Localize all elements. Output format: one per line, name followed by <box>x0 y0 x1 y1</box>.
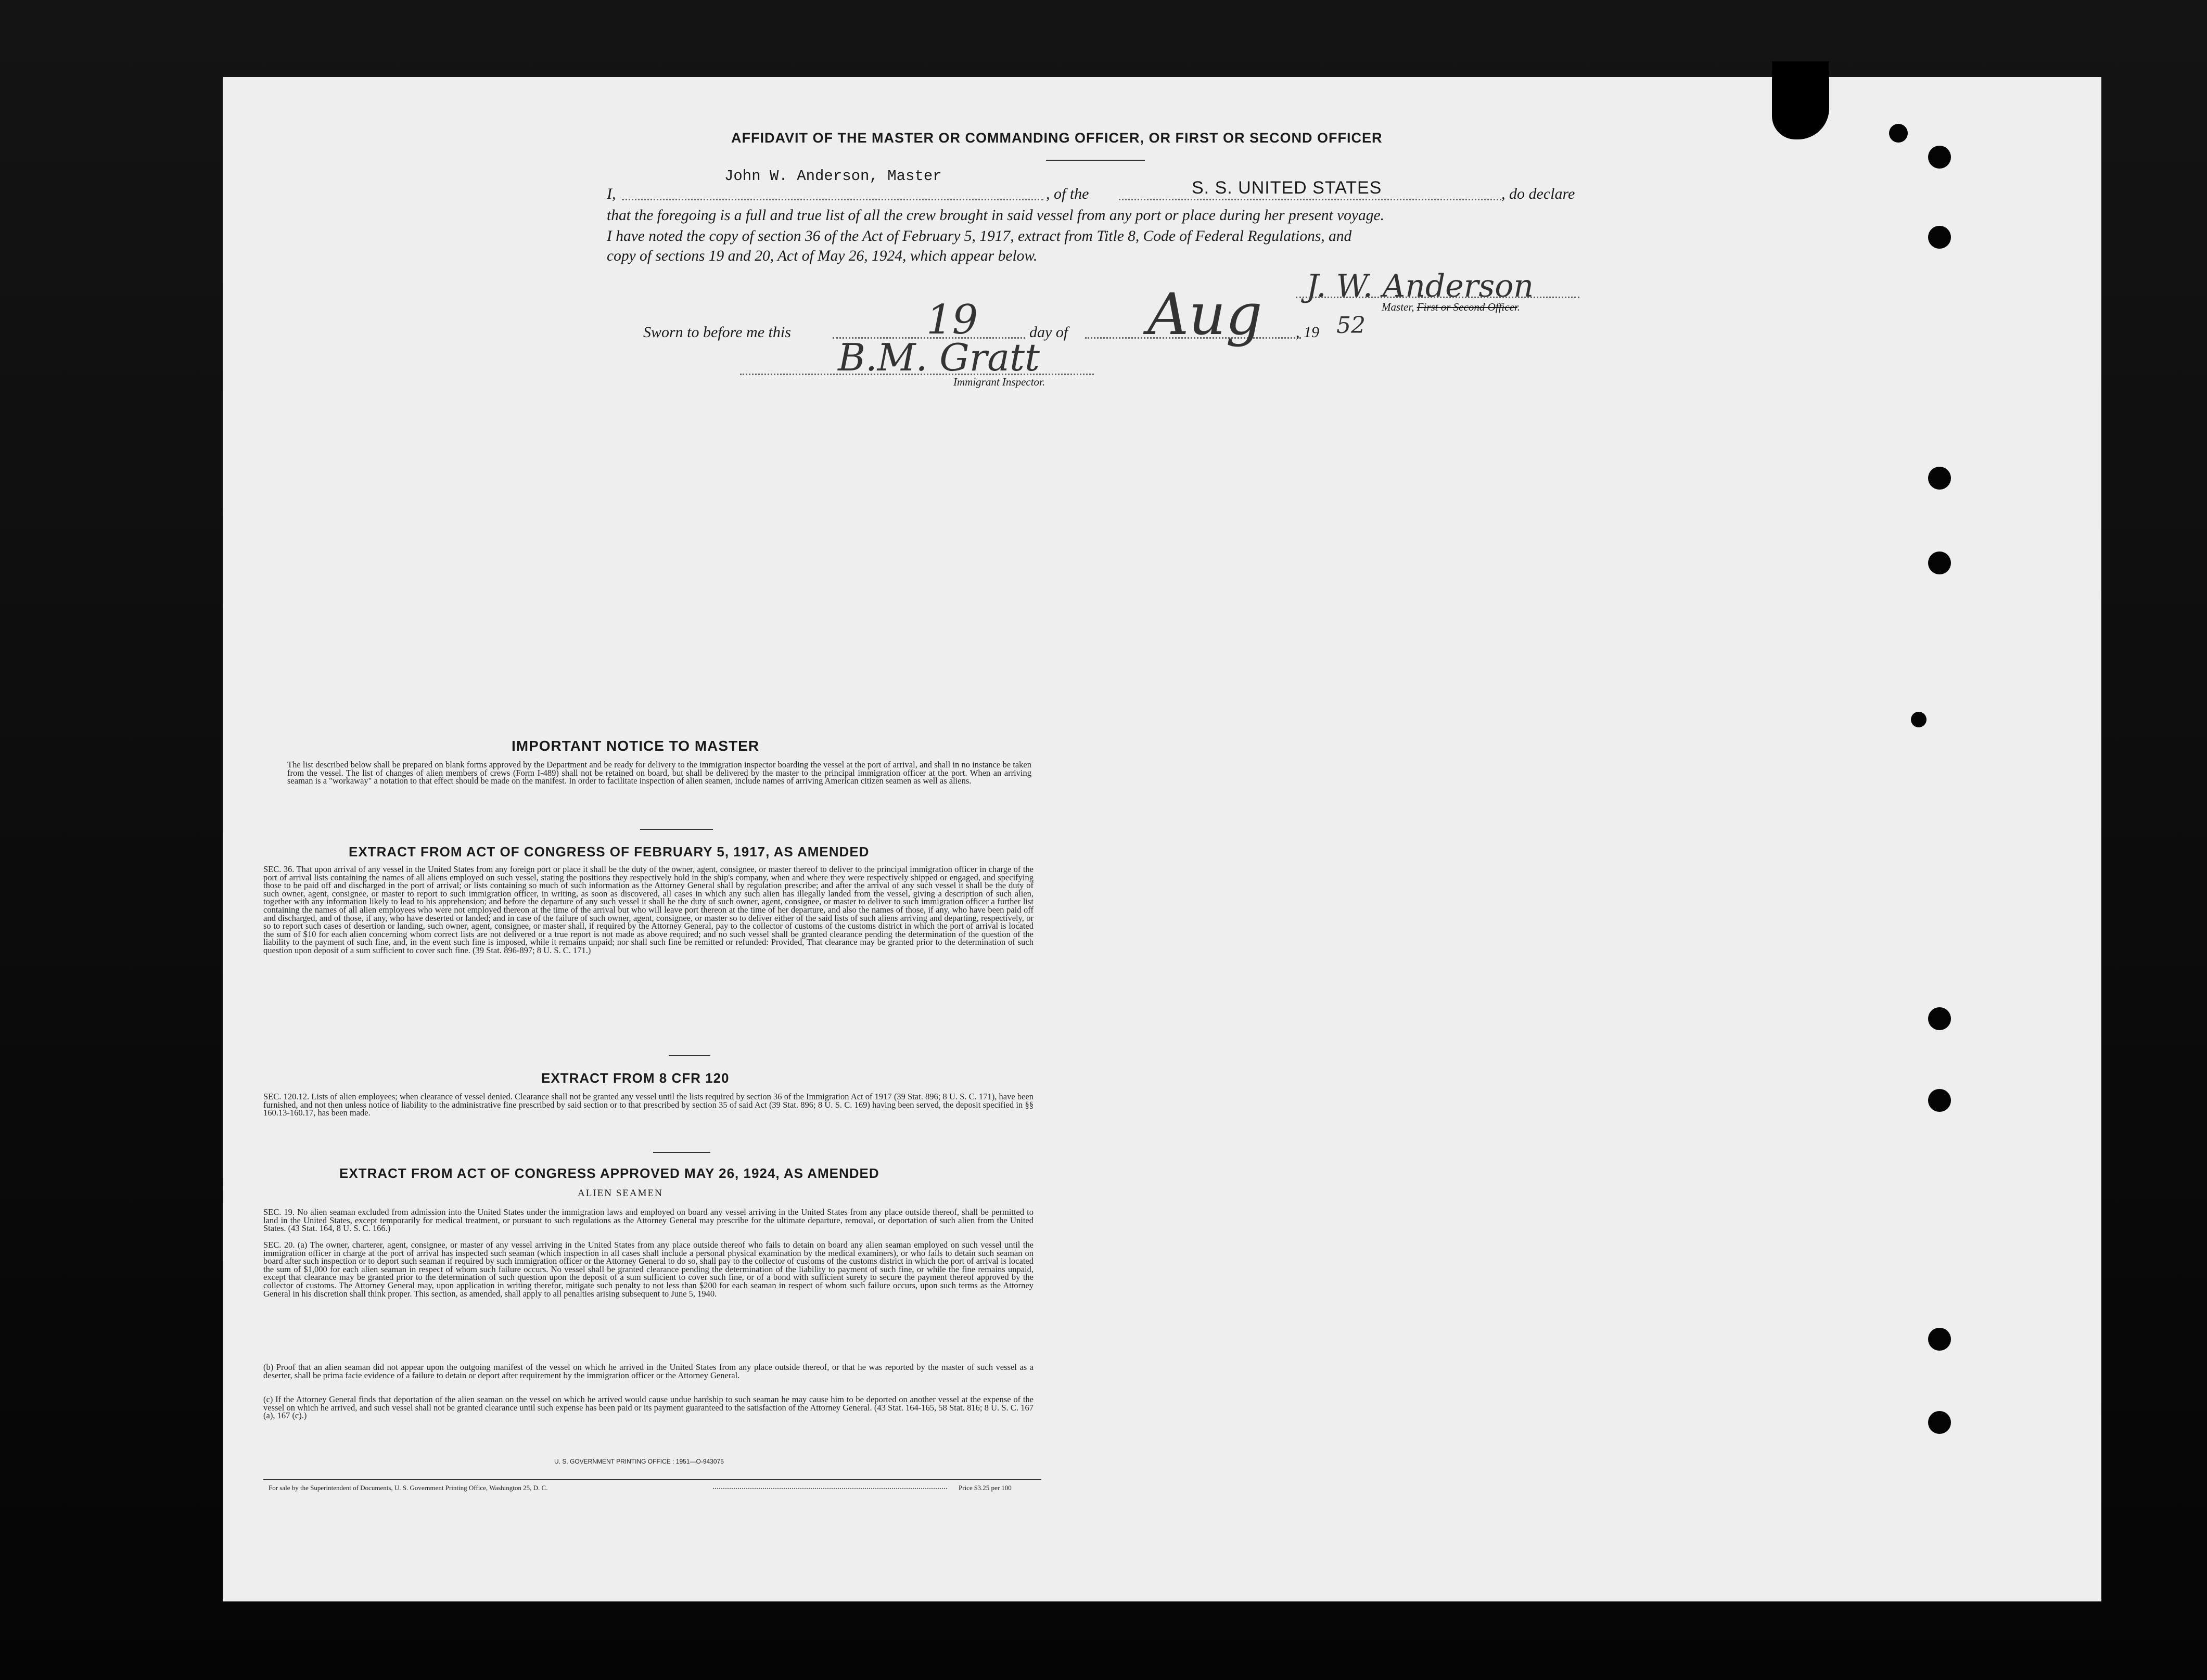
sec20b-text: (b) Proof that an alien seaman did not appear upon the outgoing manifest of the vessel on which he arrived in the United States from any place outside thereof, or that he was reported by the master of such vessel as a deserter, shall be prima facie evidence of a failure to detain or deport after requirement by the immigration officer or the Attorney General. <box>263 1362 1034 1380</box>
sec20c-text: (c) If the Attorney General finds that deportation of the alien seaman on the vessel on which he arrived would cause undue hardship to such seaman he may cause him to be deported on another vessel at the expense of the vessel on which he arrived, and such vessel shall not be granted clearance until such expense has been paid or its payment guaranteed to the satisfaction of the Attorney General. (43 Stat. 164-165, 58 Stat. 816; 8 U. S. C. 167 (a), 167 (c).) <box>263 1394 1034 1421</box>
title-rule <box>1046 160 1145 161</box>
binder-hole <box>1928 1007 1951 1030</box>
day-value: 19 <box>926 297 978 343</box>
sec20a-text: SEC. 20. (a) The owner, charterer, agent, consignee, or master of any vessel arriving in the United States from any place outside thereof who fails to detain on board any alien seaman employed on such vessel until the immigration officer in charge at the port of arrival has inspected such seaman (which inspection in all cases shall include a personal physical examination by the medical examiners), or who fails to detain such seaman on board after such inspection or to deport such seaman if required by such immigration officer or the Attorney General to do so, shall pay to the collector of customs of the customs district in which the port of arrival is located the sum of $1,000 for each alien seaman in respect of whom such failure occurs. No vessel shall be granted clearance pending the determination of the liability to payment of such fine, or while the fine remains unpaid, except that clearance may be granted prior to the determination of such question upon the deposit of a sum sufficient to cover such fine, or of a bond with sufficient surety to secure the payment thereof approved by the collector of customs. The Attorney General may, upon application in writing therefor, mitigate such penalty to not less than $200 for each seaman in respect of whom such failure occurs, upon such terms as the Attorney General in his discretion shall think proper. This section, as amended, shall apply to all penalties arising subsequent to June 5, 1940. <box>263 1240 1034 1299</box>
do-declare-label: , do declare <box>1501 185 1575 202</box>
sec19-text: SEC. 19. No alien seaman excluded from admission into the United States under the immigration laws and employed on board any vessel arriving in the United States from any place outside thereof, shall be permitted to land in the United States, except temporarily for medical treatment, or pursuant to such regulations as the Attorney General may prescribe for the ultimate departure, removal, or deportation of such alien from the United States. (43 Stat. 164, 8 U. S. C. 166.) <box>263 1207 1034 1234</box>
inspector-line <box>740 374 1094 375</box>
affidavit-body-line2: I have noted the copy of section 36 of the Act of February 5, 1917, extract from Title 8, Code of Federal Regulations, and <box>607 228 1352 245</box>
cfr-rule <box>653 1152 710 1153</box>
price-line: Price $3.25 per 100 <box>959 1484 1012 1492</box>
binder-hole <box>1928 467 1951 490</box>
binder-hole <box>1928 146 1951 169</box>
day-of-label: day of <box>1029 324 1068 341</box>
inspector-caption: Immigrant Inspector. <box>953 376 1045 388</box>
vessel-line <box>1119 199 1501 200</box>
cfr-text: SEC. 120.12. Lists of alien employees; when clearance of vessel denied. Clearance shall not be granted any vessel until the lists required by section 36 of the Immigration Act of 1917 (39 Stat. 896; 8 U. S. C. 171), have been furnished, and not then unless notice of liability to the administrative fine prescribed by said section or to that prescribed by section 35 of said Act (39 Stat. 896; 8 U. S. C. 169) having been served, the deposit specified in §§ 160.13-160.17, has been made. <box>263 1092 1034 1118</box>
extract-1917-title: EXTRACT FROM ACT OF CONGRESS OF FEBRUARY 5, 1917, AS AMENDED <box>349 844 870 860</box>
year-prefix: , 19 <box>1296 324 1319 341</box>
binder-hole <box>1928 1328 1951 1351</box>
extract-1924-title: EXTRACT FROM ACT OF CONGRESS APPROVED MAY 26, 1924, AS AMENDED <box>339 1165 879 1181</box>
affidavit-body-line1: that the foregoing is a full and true list of all the crew brought in said vessel from any port or place during her present voyage. <box>607 207 1384 224</box>
master-signature-line <box>1296 297 1579 298</box>
master-caption-kept: Master, <box>1382 301 1414 313</box>
month-value: Aug <box>1147 281 1262 348</box>
sworn-label: Sworn to before me this <box>643 324 791 341</box>
binder-hole <box>1911 712 1927 727</box>
affidavit-title: AFFIDAVIT OF THE MASTER OR COMMANDING OFFICER, OR FIRST OR SECOND OFFICER <box>731 130 1383 146</box>
for-sale-line: For sale by the Superintendent of Documents, U. S. Government Printing Office, Washington 25, D. C. <box>269 1484 548 1492</box>
extract-1917-text: SEC. 36. That upon arrival of any vessel in the United States from any foreign port or place it shall be the duty of the owner, agent, consignee, or master thereof to deliver to the principal immigration officer in charge of the port of arrival lists containing the names of all aliens employed on such vessel, stating the positions they respectively hold in the ship's company, when and where they were respectively shipped or engaged, and specifying those to be paid off and discharged in the port of arrival; or lists containing so much of such information as the Attorney General shall by regulation prescribe; and after the arrival of any such vessel it shall be the duty of such owner, agent, consignee, or master to report to such immigration officer, in writing, as soon as discovered, all cases in which any such alien has illegally landed from the vessel, giving a description of such alien, together with any information likely to lead to his apprehension; and before the departure of any such vessel it shall be the duty of such owner, agent, consignee, or master to deliver to such immigration officer a further list containing the names of all alien employees who were not employed thereon at the time of the arrival but who will leave port thereon at the time of her departure, and also the names of those, if any, who have been paid off and discharged, and of those, if any, who have deserted or landed; and in case of the failure of such owner, agent, consignee, or master so to deliver either of the said lists of such aliens arriving and departing, respectively, or so to report such cases of desertion or landing, such owner, agent, consignee, or master shall, if required by the Attorney General, pay to the collector of customs of the customs district in which the port of arrival is located the sum of $10 for each alien concerning whom correct lists are not delivered or a true report is not made as above required; and no such vessel shall be granted clearance pending the determination of the question of the liability to the payment of such fine, and, in the event such fine is imposed, while it remains unpaid; nor shall such fine be remitted or refunded: Provided, That clearance may be granted prior to the determination of such question upon deposit of a sum sufficient to cover such fine. (39 Stat. 896-897; 8 U. S. C. 171.) <box>263 864 1034 955</box>
alien-seamen-subtitle: ALIEN SEAMEN <box>578 1188 663 1199</box>
binder-hole <box>1928 552 1951 574</box>
binder-hole <box>1928 1089 1951 1112</box>
master-caption <box>1382 301 1520 314</box>
master-caption-end: . <box>1517 301 1520 313</box>
master-name-typed: John W. Anderson, Master <box>724 168 942 185</box>
master-caption-struck: First or Second Officer <box>1417 301 1517 313</box>
i-label: I, <box>607 185 616 202</box>
extract-1917-rule <box>669 1055 710 1056</box>
of-the-label: , of the <box>1046 185 1089 202</box>
master-signature: J. W. Anderson <box>1306 268 1534 304</box>
affidavit-body-line3: copy of sections 19 and 20, Act of May 26, 1924, which appear below. <box>607 248 1038 264</box>
binder-hole <box>1889 124 1908 143</box>
inspector-signature: B.M. Gratt <box>838 336 1040 379</box>
binder-hole <box>1928 1411 1951 1434</box>
footer-rule <box>263 1479 1041 1480</box>
notice-title: IMPORTANT NOTICE TO MASTER <box>512 738 760 754</box>
binder-hole <box>1928 226 1951 249</box>
name-line <box>622 199 1043 200</box>
footer-dots <box>713 1488 947 1489</box>
printing-office-line: U. S. GOVERNMENT PRINTING OFFICE : 1951—O-943075 <box>554 1458 724 1465</box>
notice-rule <box>640 829 713 830</box>
notice-text: The list described below shall be prepared on blank forms approved by the Department and be ready for delivery to the immigration inspector boarding the vessel at the port of arrival, and shall in no instance be taken from the vessel. The list of changes of alien members of crews (Form I-489) shall not be retained on board, but shall be delivered by the master to the principal immigration officer at the port. When an arriving seaman is a "workaway" a notation to that effect should be made on the manifest. In order to facilitate inspection of alien seamen, include names of arriving American citizen seamen as well as aliens. <box>287 760 1031 786</box>
vessel-name: S. S. UNITED STATES <box>1192 178 1382 198</box>
year-value: 52 <box>1336 312 1366 339</box>
cfr-title: EXTRACT FROM 8 CFR 120 <box>541 1070 730 1086</box>
page-tear <box>1772 61 1829 139</box>
